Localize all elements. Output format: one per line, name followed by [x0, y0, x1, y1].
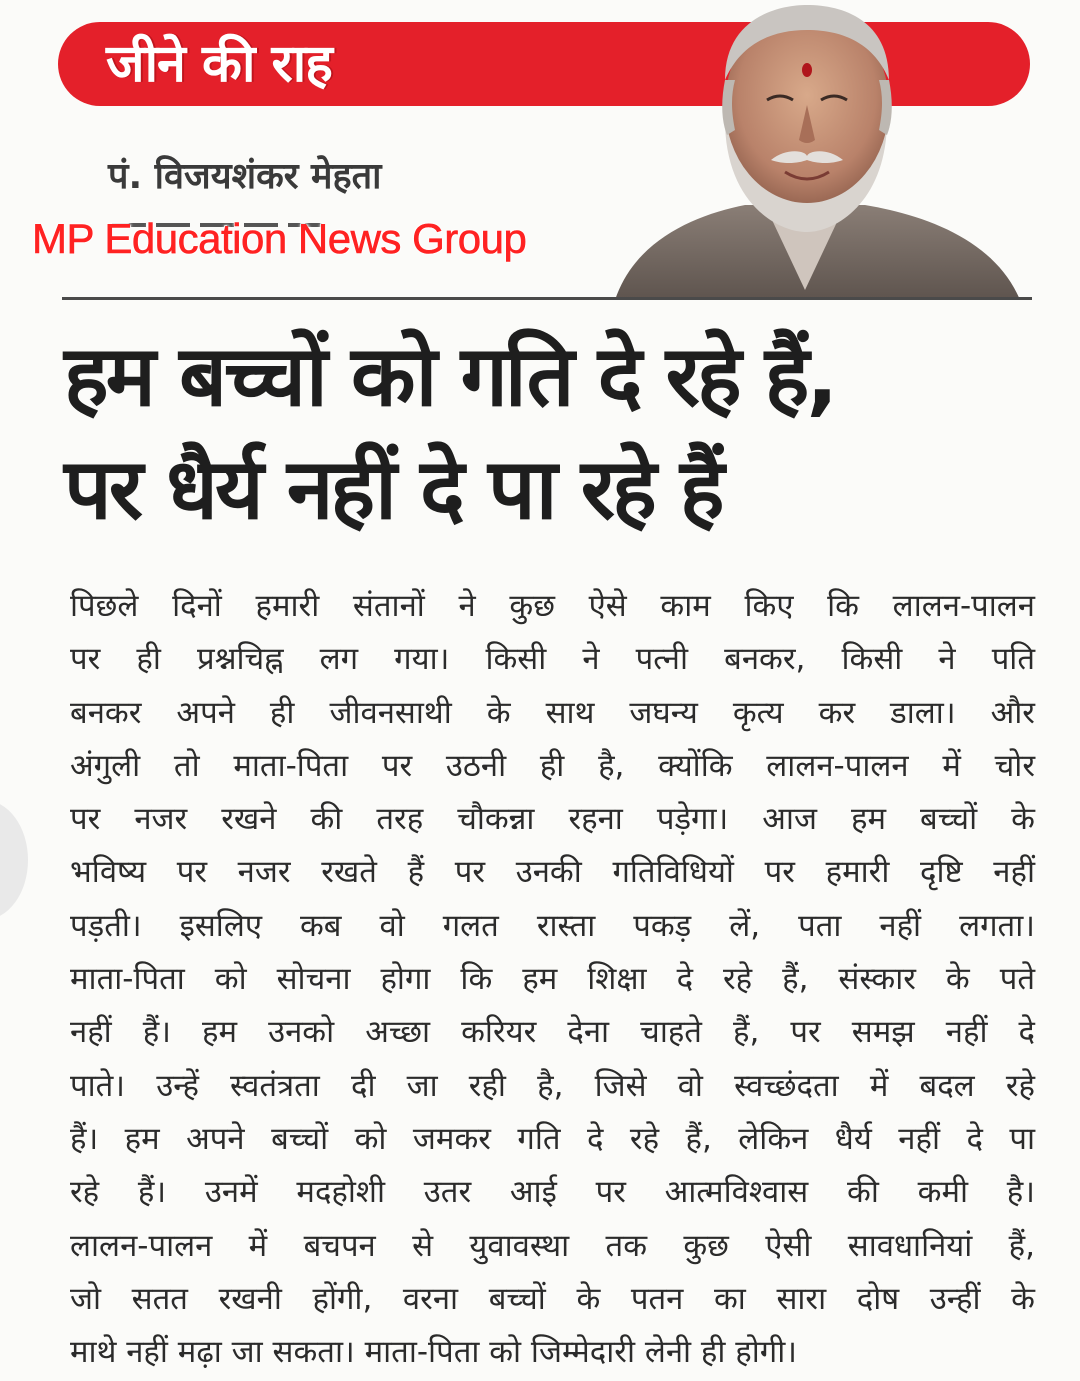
- body-line: जो सतत रखनी होंगी, वरना बच्चों के पतन का सारा दोष उन्हीं के: [70, 1280, 1035, 1317]
- body-line: पर नजर रखने की तरह चौकन्ना रहना पड़ेगा। आज हम बच्चों के: [70, 801, 1035, 838]
- watermark: MP Education News Group: [32, 215, 527, 262]
- body-line: भविष्य पर नजर रखते हैं पर उनकी गतिविधियों पर हमारी दृष्टि नहीं: [70, 854, 1035, 891]
- body-line: नहीं हैं। हम उनको अच्छा करियर देना चाहते हैं, पर समझ नहीं दे: [70, 1014, 1035, 1051]
- body-line: लालन-पालन में बचपन से युवावस्था तक कुछ ऐसी सावधानियां हैं,: [70, 1227, 1035, 1264]
- body-line: हैं। हम अपने बच्चों को जमकर गति दे रहे हैं, लेकिन धैर्य नहीं दे पा: [70, 1120, 1035, 1157]
- column-title: जीने की राह: [106, 34, 332, 94]
- body-line: बनकर अपने ही जीवनसाथी के साथ जघन्य कृत्य कर डाला। और: [70, 694, 1035, 731]
- body-line: पिछले दिनों हमारी संतानों ने कुछ ऐसे काम किए कि लालन-पालन: [70, 588, 1035, 624]
- headline-line: हम बच्चों को गति दे रहे हैं,: [64, 327, 836, 425]
- author-portrait: [575, 0, 1035, 300]
- body-line: रहे हैं। उनमें मदहोशी उतर आई पर आत्मविश्वास की कमी है।: [70, 1174, 1035, 1211]
- body-line: माता-पिता को सोचना होगा कि हम शिक्षा दे रहे हैं, संस्कार के पते: [70, 961, 1035, 998]
- author-photo-image: [575, 0, 1035, 300]
- body-line: पड़ती। इसलिए कब वो गलत रास्ता पकड़ लें, पता नहीं लगता।: [70, 907, 1035, 944]
- body-line: अंगुली तो माता-पिता पर उठनी ही है, क्योंकि लालन-पालन में चोर: [70, 747, 1035, 784]
- scroll-edge-tab: [0, 800, 28, 920]
- headline-line: पर धैर्य नहीं दे पा रहे हैं: [64, 440, 722, 538]
- body-line: पाते। उन्हें स्वतंत्रता दी जा रही है, जिसे वो स्वच्छंदता में बदल रहे: [70, 1067, 1035, 1104]
- body-line: पर ही प्रश्नचिह्न लग गया। किसी ने पत्नी बनकर, किसी ने पति: [70, 641, 1035, 678]
- author-name: पं. विजयशंकर मेहता: [108, 156, 382, 197]
- body-line: माथे नहीं मढ़ा जा सकता। माता-पिता को जिम्मेदारी लेनी ही होगी।: [70, 1334, 797, 1371]
- header-divider: [62, 297, 1032, 300]
- article-body: [70, 580, 1035, 1379]
- article-headline: [64, 320, 1054, 546]
